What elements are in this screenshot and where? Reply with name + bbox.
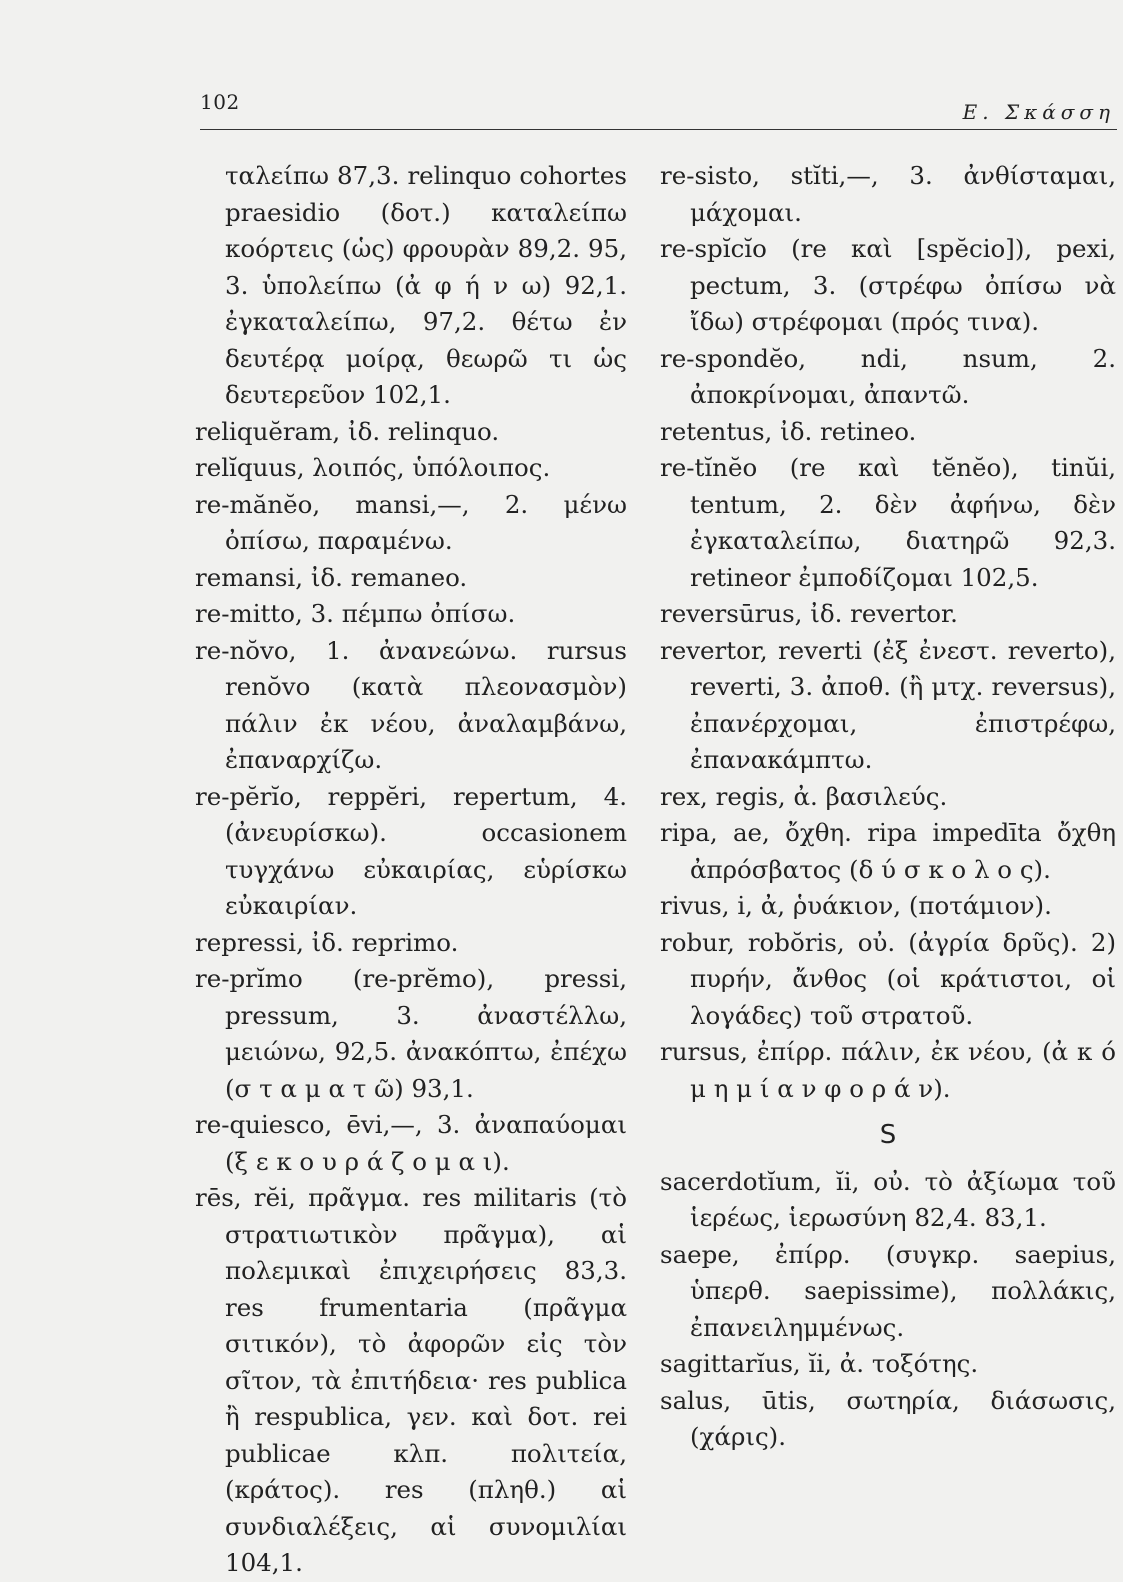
dictionary-entry: revertor, reverti (ἐξ ἐνεστ. reverto), reverti, 3. ἀποθ. (ἢ μτχ. reversus), ἐπανέρχομαι, ἐπιστρέφω, ἐπανακάμπτω.	[660, 635, 1116, 774]
left-column	[195, 158, 627, 1582]
dictionary-entry: re-spĭcĭo (re καὶ [spĕcio]), pexi, pectum, 3. (στρέφω ὀπίσω νὰ ἴδω) στρέφομαι (πρός τινα).	[660, 234, 1116, 336]
dictionary-entry: re-mănĕo, mansi,—, 2. μένω ὀπίσω, παραμένω.	[195, 489, 627, 555]
dictionary-entry: re-spondĕo, ndi, nsum, 2. ἀποκρίνομαι, ἀπαντῶ.	[660, 343, 1116, 409]
dictionary-entry: remansi, ἰδ. remaneo.	[195, 562, 468, 592]
dictionary-entry: reversūrus, ἰδ. revertor.	[660, 599, 958, 628]
dictionary-entry: re-mitto, 3. πέμπω ὀπίσω.	[195, 599, 516, 628]
dictionary-entry: retentus, ἰδ. retineo.	[660, 416, 917, 446]
dictionary-entry: re-quiesco, ēvi,—, 3. ἀναπαύομαι (ξ ε κ ο υ ρ ά ζ ο μ α ι).	[195, 1110, 627, 1176]
dictionary-entry: rēs, rĕi, πρᾶγμα. res militaris (τὸ στρατιωτικὸν πρᾶγμα), αἱ πολεμικαὶ ἐπιχειρήσεις 83,3. res frumentaria (πρᾶγμα σιτικόν), τὸ ἀφορῶν εἰς τὸν σῖτον, τὰ ἐπιτήδεια· res publica ἢ respublica, γεν. καὶ δοτ. rei publicae κλπ. πολιτεία, (κράτος). res (πληθ.) αἱ συνδιαλέξεις, αἱ συνομιλίαι 104,1.	[195, 1183, 627, 1577]
dictionary-entry: re-sisto, stĭti,—, 3. ἀνθίσταμαι, μάχομαι.	[660, 161, 1116, 227]
running-head: Ε. Σκάσση	[962, 100, 1115, 124]
dictionary-entry: rursus, ἐπίρρ. πάλιν, ἐκ νέου, (ἀ κ ό μ η μ ί α ν φ ο ρ ά ν).	[660, 1037, 1116, 1103]
dictionary-entry: robur, robŏris, οὐ. (ἀγρία δρῦς). 2) πυρήν, ἄνθος (οἱ κράτιστοι, οἱ λογάδες) τοῦ στρατοῦ.	[660, 927, 1116, 1030]
dictionary-entry: re-pĕrĭo, reppĕri, repertum, 4. (ἀνευρίσκω). occasionem τυγχάνω εὐκαιρίας, εὑρίσκω εὐκαιρίαν.	[195, 781, 627, 920]
dictionary-entry: sagittarĭus, ĭi, ἀ. τοξότης.	[660, 1349, 979, 1378]
dictionary-entry: rivus, i, ἀ, ῥυάκιον, (ποτάμιον).	[660, 891, 1052, 920]
dictionary-entry: reliquĕram, ἰδ. relinquo.	[195, 416, 500, 446]
dictionary-entry: relĭquus, λοιπός, ὑπόλοιπος.	[195, 453, 551, 482]
dictionary-entry: re-nŏvo, 1. ἀνανεώνω. rursus renŏvo (κατὰ πλεονασμὸν) πάλιν ἐκ νέου, ἀναλαμβάνω, ἐπαναρχίζω.	[195, 635, 627, 774]
dictionary-entry: salus, ūtis, σωτηρία, διάσωσις, (χάρις).	[660, 1385, 1116, 1451]
dictionary-entry: saepe, ἐπίρρ. (συγκρ. saepius, ὑπερθ. saepissime), πολλάκις, ἐπανειλημμένως.	[660, 1239, 1116, 1342]
section-letter-heading: S	[879, 1120, 897, 1150]
header-rule	[200, 129, 1117, 130]
dictionary-entry: repressi, ἰδ. reprimo.	[195, 927, 459, 957]
dictionary-entry: rex, regis, ἀ. βασιλεύς.	[660, 781, 948, 811]
dictionary-entry: re-prĭmo (re-prĕmo), pressi, pressum, 3. ἀναστέλλω, μειώνω, 92,5. ἀνακόπτω, ἐπέχω (σ τ α μ α τ ῶ) 93,1.	[195, 964, 627, 1103]
right-column	[660, 158, 1116, 1456]
dictionary-entry: ripa, ae, ὄχθη. ripa impedīta ὄχθη ἀπρόσβατος (δ ύ σ κ ο λ ο ς).	[660, 818, 1116, 884]
dictionary-entry: ταλείπω 87,3. relinquo cohortes praesidio (δοτ.) καταλείπω κοόρτεις (ὡς) φρουρὰν 89,2. 95, 3. ὑπολείπω (ἀ φ ή ν ω) 92,1. ἐγκαταλείπω, 97,2. θέτω ἐν δευτέρᾳ μοίρᾳ, θεωρῶ τι ὡς δευτερεῦον 102,1.	[225, 161, 627, 409]
dictionary-entry: sacerdotĭum, ĭi, οὐ. τὸ ἀξίωμα τοῦ ἱερέως, ἱερωσύνη 82,4. 83,1.	[660, 1166, 1116, 1232]
page-number: 102	[200, 90, 240, 114]
dictionary-entry: re-tĭnĕo (re καὶ tĕnĕo), tinŭi, tentum, 2. δὲν ἀφήνω, δὲν ἐγκαταλείπω, διατηρῶ 92,3. retineor ἐμποδίζομαι 102,5.	[660, 453, 1116, 592]
